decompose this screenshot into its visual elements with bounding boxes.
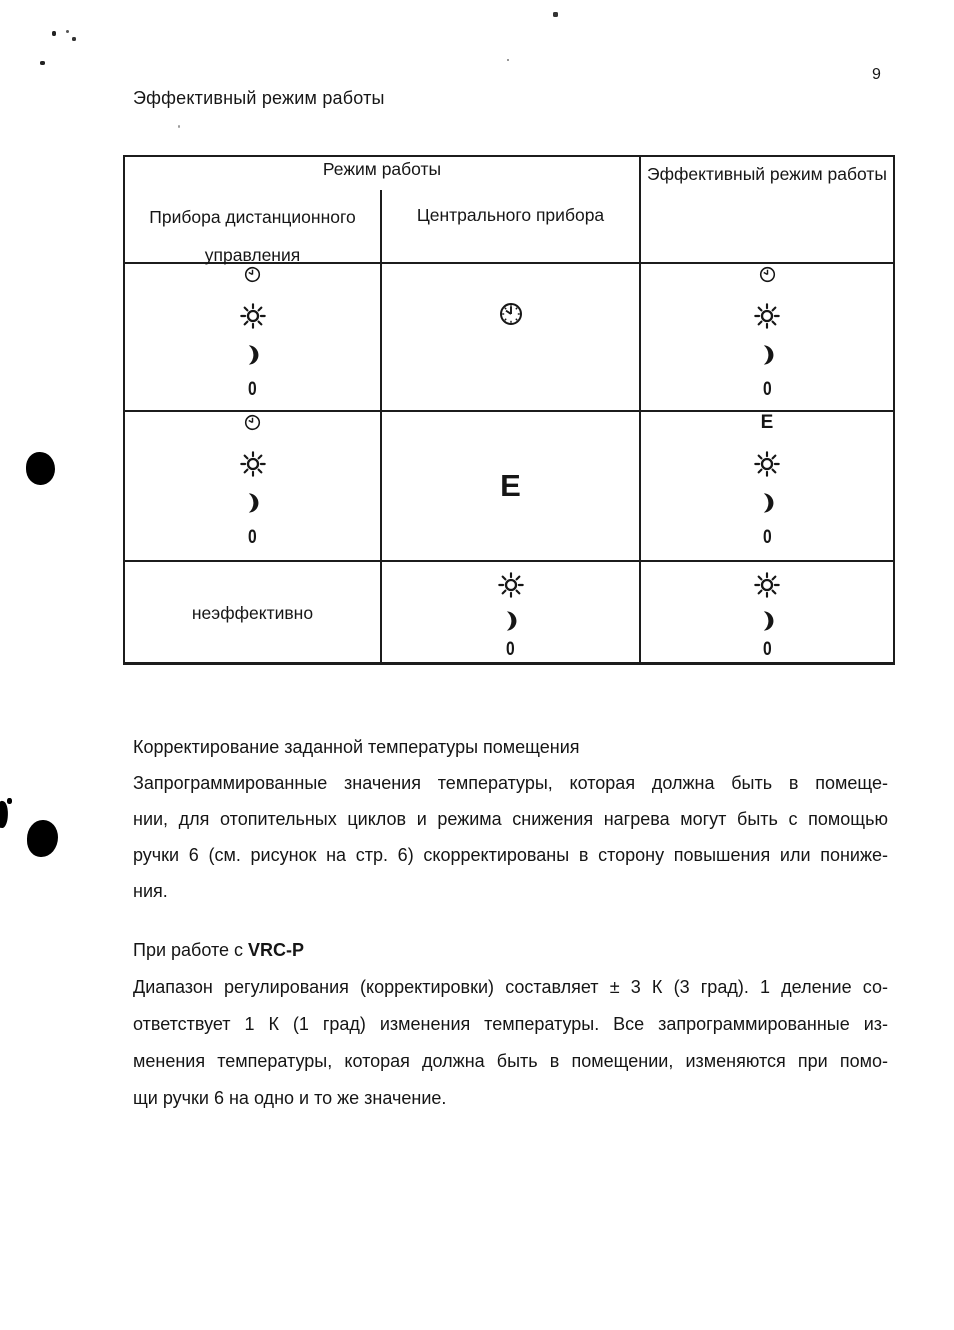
table-cell-row1-remote (125, 264, 380, 410)
moon-icon (245, 344, 260, 366)
hole-punch-mark (27, 820, 58, 857)
clock-icon (759, 266, 776, 283)
sun-icon (240, 451, 266, 477)
zero-symbol: 0 (762, 639, 772, 660)
operating-mode-table (123, 155, 895, 665)
moon-icon (760, 492, 775, 514)
scan-speck (40, 61, 45, 65)
section-temperature-correction (133, 729, 888, 909)
table-header-central: Центрального прибора (416, 205, 605, 225)
section-vrc-p (133, 932, 888, 1117)
table-divider-horizontal (125, 560, 893, 562)
table-cell-row2-effective (641, 412, 893, 560)
scan-speck (72, 37, 76, 41)
sun-icon (754, 451, 780, 477)
scan-edge-mark (7, 798, 12, 804)
scan-edge-mark (0, 800, 9, 828)
scan-speck (553, 12, 558, 17)
moon-icon (503, 610, 518, 632)
body-line: Запрограммированные значения температуры, которая должна быть в помеще- (133, 773, 888, 793)
clock-icon (499, 302, 523, 326)
body-line: менения температуры, которая должна быть в помещении, изменяются при помо- (133, 1051, 888, 1071)
body-line: ответствует 1 К (1 град) изменения температуры. Все запрограммированные из- (133, 1014, 888, 1034)
zero-symbol: 0 (248, 527, 257, 548)
scan-speck (66, 30, 69, 33)
zero-symbol: 0 (762, 527, 772, 548)
table-header-effective: Эффективный режим работы (646, 164, 887, 184)
section-heading (133, 932, 888, 969)
body-line: ручки 6 (см. рисунок на стр. 6) скорректированы в сторону повышения или пониже- (133, 845, 888, 865)
ineffective-label: неэффективно (191, 602, 314, 623)
zero-symbol: 0 (762, 379, 772, 400)
scan-speck (507, 59, 509, 61)
body-line: щи ручки 6 на одно и то же значение. (133, 1088, 447, 1108)
moon-icon (760, 344, 775, 366)
table-grid (125, 157, 893, 662)
sun-icon (754, 572, 780, 598)
table-cell-row3-effective (641, 564, 893, 662)
economy-mode-symbol: E (500, 468, 521, 503)
table-cell-row3-central (382, 564, 639, 662)
page-number: 9 (872, 66, 881, 83)
zero-symbol: 0 (506, 639, 515, 660)
table-cell-row1-central (382, 264, 639, 410)
heading-text: При работе с (133, 940, 249, 960)
table-cell-row1-effective (641, 264, 893, 410)
table-header-merged: Режим работы (322, 159, 442, 179)
sun-icon (754, 303, 780, 329)
hole-punch-mark (26, 452, 55, 485)
scan-speck (178, 125, 180, 128)
table-cell-row3-remote (125, 564, 380, 662)
body-line: нии, для отопительных циклов и режима снижения нагрева могут быть с помощью (133, 809, 888, 829)
clock-icon (244, 414, 261, 431)
section-heading: Корректирование заданной температуры помещения (133, 737, 580, 757)
clock-icon (244, 266, 261, 283)
heading-product-name: VRC-P (248, 940, 305, 960)
table-cell-row2-central (382, 412, 639, 560)
body-line: ния. (133, 881, 168, 901)
economy-mode-symbol: E (760, 412, 774, 433)
page-title: Эффективный режим работы (133, 88, 385, 108)
body-line: Диапазон регулирования (корректировки) составляет ± 3 К (3 град). 1 деление со- (133, 977, 888, 997)
scan-speck (52, 31, 56, 36)
table-cell-row2-remote (125, 412, 380, 560)
sun-icon (498, 572, 524, 598)
moon-icon (245, 492, 260, 514)
moon-icon (760, 610, 775, 632)
table-header-remote: Прибора дистанционного управления (149, 207, 356, 265)
zero-symbol: 0 (248, 379, 257, 400)
sun-icon (240, 303, 266, 329)
